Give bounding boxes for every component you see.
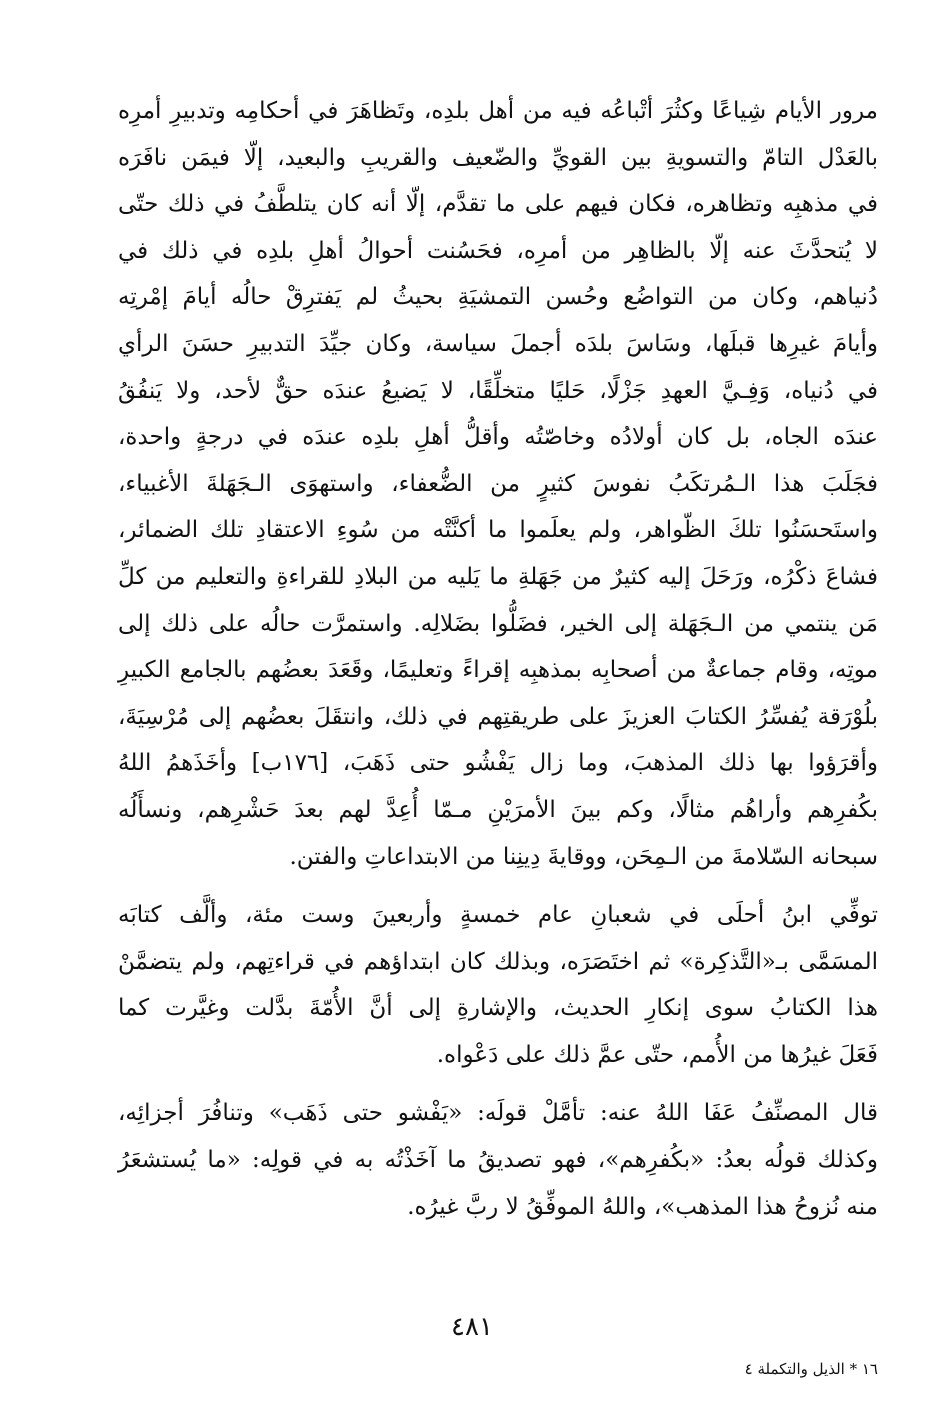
text-line: لا يُتحدَّثَ عنه إلّا بالظاهِر من أمرِه، فحَسُنت أحوالُ أهلِ بلدِه في ذلك في <box>118 237 878 264</box>
paragraph-gap <box>118 880 878 892</box>
text-line: دُنياهم، وكان من التواضُع وحُسن التمشيَةِ بحيثُ لم يَفترِقْ حالُه أيامَ إمْرتِه <box>118 284 878 311</box>
text-line: فَعَلَ غيرُها من الأُمم، حتّى عمَّ ذلك على دَعْواه. <box>436 1041 878 1068</box>
text-line: فجَلَبَ هذا الـمُرتكَبُ نفوسَ كثيرٍ من الضُّعفاء، واستهوَى الـجَهَلةَ الأغبياء، <box>118 470 878 497</box>
page-number: ٤٨١ <box>451 1312 493 1342</box>
text-line: توفِّي ابنُ أحلَى في شعبانِ عام خمسةٍ وأربعينَ وست مئة، وألَّف كتابَه <box>118 902 878 929</box>
paragraph <box>118 88 878 880</box>
paragraph-gap <box>118 1078 878 1090</box>
footer-signature: ١٦ * الذيل والتكملة ٤ <box>744 1360 878 1378</box>
text-line: المسَمَّى بـ«التَّذكِرة» ثم اختَصَرَه، وبذلك كان ابتداؤهم في قراءتِهم، ولم يتضمَّنْ <box>118 948 878 975</box>
text-line: قال المصنِّفُ عَفَا اللهُ عنه: تأمَّلْ قولَه: «يَفْشو حتى ذَهَب» وتنافُرَ أجزائِه، <box>118 1100 878 1127</box>
paragraph <box>118 1090 878 1230</box>
text-line: موتِه، وقام جماعةٌ من أصحابِه بمذهبِه إقراءً وتعليمًا، وقَعَدَ بعضُهم بالجامع الكبيرِ <box>118 657 878 684</box>
page-body <box>118 88 878 1230</box>
text-line: هذا الكتابُ سوى إنكارِ الحديث، والإشارةِ إلى أنَّ الأُمّةَ بدَّلت وغيَّرت كما <box>118 995 878 1022</box>
text-line: وكذلك قولُه بعدُ: «بكُفرِهم»، فهو تصديقُ ما آخَذْتُه به في قولِه: «ما يُستشعَرُ <box>118 1147 878 1174</box>
text-line: منه نُزوحُ هذا المذهب»، واللهُ الموفِّقُ لا ربَّ غيرُه. <box>407 1193 878 1220</box>
text-line: واستَحسَنُوا تلكَ الظّواهر، ولم يعلَموا ما أكنَّتْه من سُوءِ الاعتقادِ تلك الضمائر، <box>118 517 878 544</box>
text-line: مرور الأيام شِياعًا وكثُرَ أتْباعُه فيه من أهل بلدِه، وتَظاهَرَ في أحكامِه وتدبيرِ أمرِه <box>118 98 878 124</box>
text-line: سبحانه السّلامةَ من الـمِحَن، ووقايةَ دِينِنا من الابتداعاتِ والفتن. <box>289 843 878 870</box>
text-line: عندَه الجاه، بل كان أولادُه وخاصّتُه وأقلُّ أهلِ بلدِه عندَه في درجةٍ واحدة، <box>118 424 878 451</box>
paragraph <box>118 892 878 1078</box>
text-line: فشاعَ ذكْرُه، ورَحَلَ إليه كثيرٌ من جَهَلةِ ما يَليه من البلادِ للقراءةِ والتعليم من كلِّ <box>118 563 878 590</box>
text-line: في مذهبِه وتظاهره، فكان فيهم على ما تقدَّم، إلّا أنه كان يتلطَّفُ في ذلك حتّى <box>118 191 878 218</box>
text-line: بكُفرِهم وأراهُم مثالًا، وكم بينَ الأمرَيْنِ مـمّا أُعِدَّ لهم بعدَ حَشْرِهم، ونسأَلُه <box>118 796 878 823</box>
text-line: وأيامَ غيرِها قبلَها، وسَاسَ بلدَه أجملَ سياسة، وكان جيِّدَ التدبيرِ حسَنَ الرأي <box>118 330 878 357</box>
text-line: بلُوْرَقة يُفسِّرُ الكتابَ العزيزَ على طريقتِهم في ذلك، وانتقَلَ بعضُهم إلى مُرْسِيَةَ، <box>118 703 878 730</box>
text-line: بالعَدْل التامّ والتسويةِ بين القويِّ والضّعيف والقريبِ والبعيد، إلّا فيمَن نافَرَه <box>118 144 878 171</box>
text-line: في دُنياه، وَفِـيَّ العهدِ جَزْلًا، حَليًا متخلِّقًا، لا يَضيعُ عندَه حقٌّ لأحد، ولا يَنفُقُ <box>118 377 878 404</box>
text-line: وأقرَؤوا بها ذلك المذهبَ، وما زال يَفْشُو حتى ذَهَبَ، [١٧٦ب] وأخَذَهمُ اللهُ <box>118 750 878 777</box>
text-line: مَن ينتمي من الـجَهَلة إلى الخير، فضَلُّوا بضَلالِه. واستمرَّت حالُه على ذلك إلى <box>118 610 878 637</box>
